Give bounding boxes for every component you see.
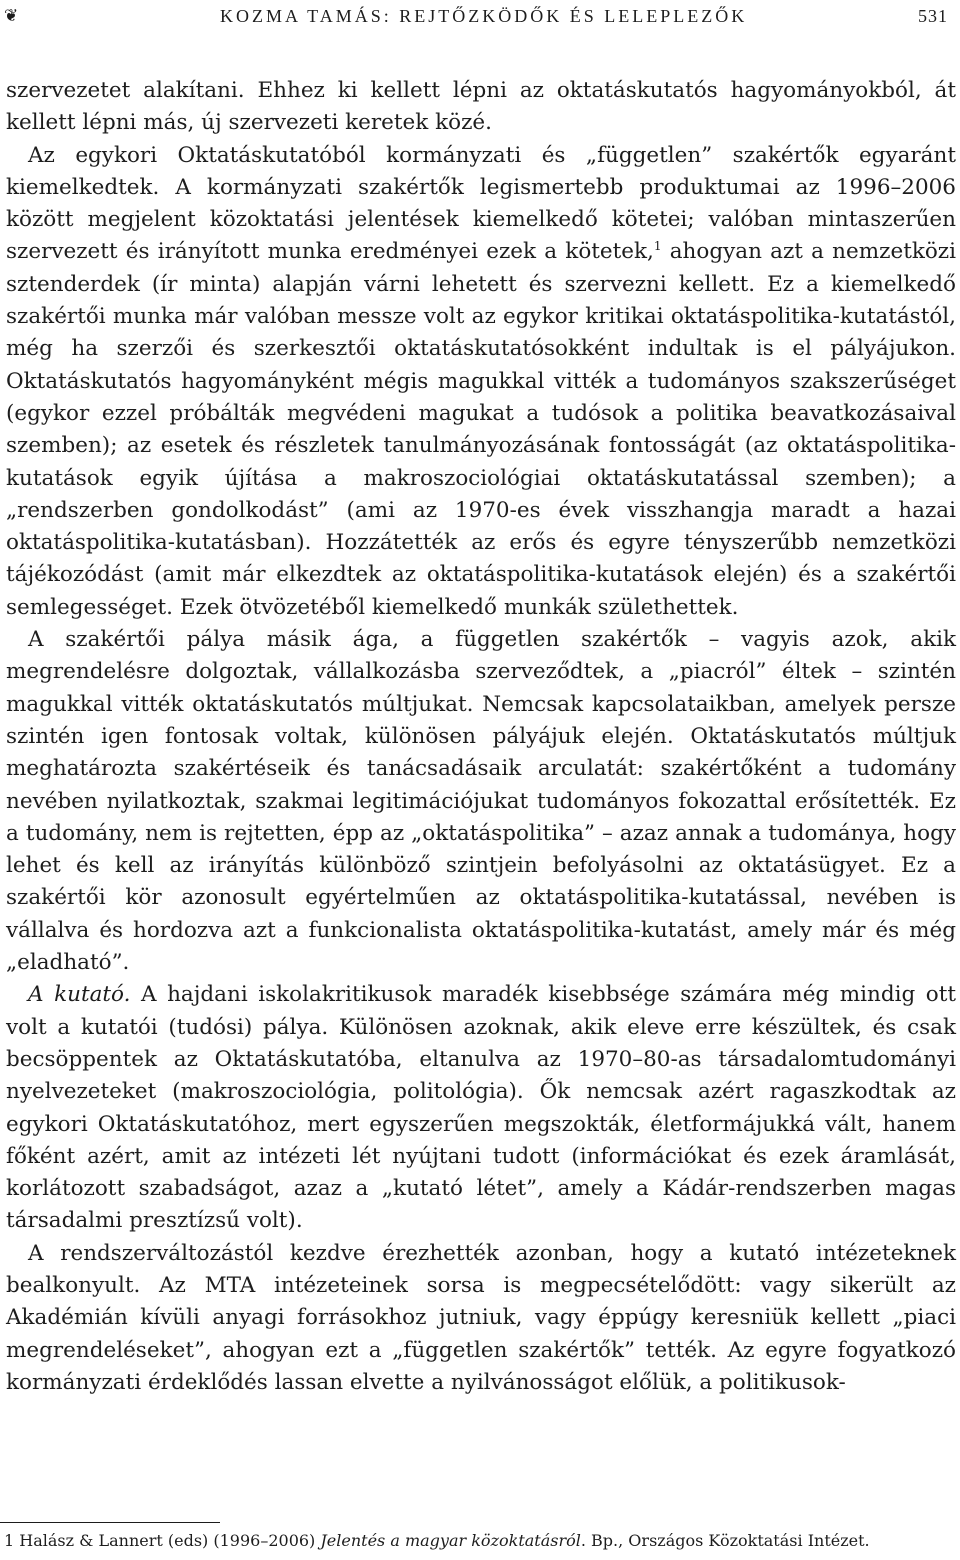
footnote-publisher: . Bp., Országos Közoktatási Intézet. bbox=[580, 1531, 870, 1550]
paragraph-2-part-a: Az egykori Oktatáskutatóból kormányzati és „független” szakértők egyaránt kiemelkedtek. A kormányzati szakértők legismertebb produktumai az 1996–2006 között megjelent közoktatási jelentések kiemelkedő kötetei; valóban mintaszerűen szervezett és irányított munka eredményei ezek a kötetek, bbox=[6, 142, 956, 265]
paragraph-5: A rendszerváltozástól kezdve érezhették azonban, hogy a kutató intézeteknek bealkonyult. Az MTA intézeteinek sorsa is megpecsételődött: vagy sikerült az Akadémián kívüli anyagi forrásokhoz jutniuk, vagy éppúgy keresniük kellett „piaci megrendeléseket”, ahogyan ezt a „független szakértők” tették. Az egyre fogyatkozó kormányzati érdeklődés lassan elvette a nyilvánosságot előlük, a politikusok- bbox=[6, 1240, 956, 1395]
footnote-book-title: Jelentés a magyar közoktatásról bbox=[320, 1531, 581, 1550]
footnote-citation: 1 Halász & Lannert (eds) (1996–2006) bbox=[4, 1531, 321, 1550]
paragraph-1: szervezetet alakítani. Ehhez ki kellett lépni az oktatáskutatós hagyományokból, át kellett lépni más, új szervezeti keretek közé. bbox=[6, 78, 956, 136]
paragraph-2 bbox=[6, 140, 956, 624]
section-run-in-heading: A kutató. bbox=[28, 982, 131, 1008]
paragraph-3: A szakértői pálya másik ága, a független szakértők – vagyis azok, akik megrendelésre dolgoztak, vállalkozásba szerveződtek, a „piacról” éltek – szintén magukkal vitték oktatáskutatós múltjukat. Nemcsak kapcsolataikban, amelyek persze szintén igen fontosak voltak, különösen pályájuk elején. Oktatáskutatós múltjuk meghatározta szakértéseik és tanácsadásaik arculatát: szakértőként a tudomány nevében nyilatkoztak, szakmai legitimációjukat tudományos fokozattal erősítették. Ez a tudomány, nem is rejtetten, épp az „oktatáspolitika” – azaz annak a tudománya, hogy lehet és kell az irányítás különböző szintjein befolyásolni az oktatásügyet. Ez a szakértői kör azonosult egyértelműen az oktatáspolitika-kutatással, nevében is vállalva és hordozva azt a funkcionalista oktatáspolitika-kutatást, amely már és még „eladható”. bbox=[6, 627, 956, 976]
running-header bbox=[0, 0, 960, 34]
footnote-reference[interactable]: 1 bbox=[653, 239, 662, 254]
paragraph-4 bbox=[6, 979, 956, 1237]
page-number: 531 bbox=[918, 6, 948, 26]
footnote bbox=[4, 1530, 954, 1552]
running-title: KOZMA TAMÁS: REJTŐZKÖDŐK ÉS LELEPLEZŐK bbox=[220, 6, 748, 26]
paragraph-2-part-b: ahogyan azt a nemzetközi sztenderdek (ír minta) alapján várni lehetett és szervezni kellett. Ez a kiemelkedő szakértői munka már valóban messze volt az egykor kritikai oktatáspolitika-kutatástól, még ha szerzői és szerkesztői oktatáskutatósokként indultak is el pályájukon. Oktatáskutatós hagyományként mégis magukkal vitték a tudományos szakszerűséget (egykor ezzel próbálták megvédeni magukat a tudósok a politika beavatkozásaival szemben); az esetek és részletek tanulmányozásának fontosságát (az oktatáspolitika-kutatások egyik újítása a makroszociológiai oktatáskutatással szemben); a „rendszerben gondolkodást” (ami az 1970-es évek visszhangja maradt a hazai oktatáspolitika-kutatásban). Hozzátették az erős és egyre tényszerűbb nemzetközi tájékozódást (amit már elkezdtek az oktatáspolitika-kutatások elején) és a szakértői semlegességet. Ezek ötvözetéből kiemelkedő munkák születhettek. bbox=[6, 239, 957, 620]
footnote-divider bbox=[0, 1522, 220, 1523]
fleuron-icon: ❦ bbox=[4, 6, 19, 25]
paragraph-4-text: A hajdani iskolakritikusok maradék kisebbsége számára még mindig ott volt a kutatói (tudósi) pálya. Különösen azoknak, akik eleve erre készültek, és csak becsöppentek az Oktatáskutatóba, eltanulva az 1970–80-as társadalomtudományi nyelvezeteket (makroszociológia, politológia). Ők nemcsak azért ragaszkodtak az egykori Oktatáskutatóhoz, mert egyszerűen megszokták, életformájukká vált, hanem főként azért, amit az intézeti lét nyújtani tudott (információkat és ezek áramlását, korlátozott szabadságot, azaz a „kutató létet”, amely a Kádár-rendszerben magas társadalmi presztízsű volt). bbox=[6, 982, 956, 1234]
body-text bbox=[6, 75, 956, 1399]
